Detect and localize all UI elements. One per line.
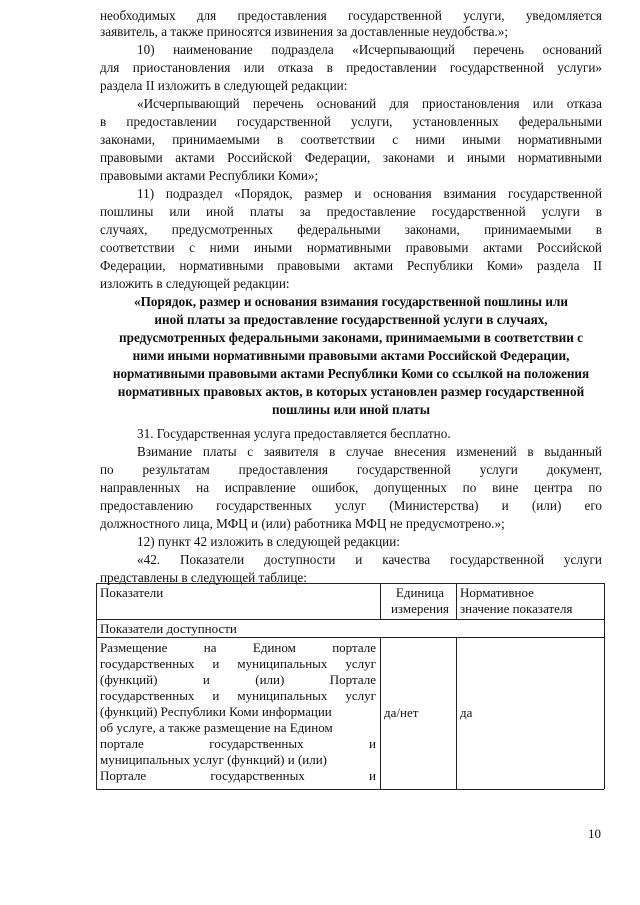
indicator-line: муниципальных услуг (функций) и (или) (100, 752, 328, 767)
indicator-line: государственных и муниципальных услуг (100, 656, 376, 671)
table-border-left (96, 583, 97, 789)
indicator-line: государственных и муниципальных услуг (100, 688, 376, 703)
text-line: раздела II изложить в следующей редакции: (100, 78, 348, 93)
text-line: законами, принимаемыми в соответствии с ними иными нормативными (100, 132, 602, 147)
table-border-top (96, 583, 604, 584)
text-line: для приостановления или отказа в предоставлении государственной услуги» (100, 60, 602, 75)
indicator-line: Размещение на Едином портале (100, 640, 376, 655)
text-line: «42. Показатели доступности и качества государственной услуги (137, 552, 602, 567)
text-line: изложить в следующей редакции: (100, 276, 290, 291)
text-line: пошлины или иной платы (271, 402, 431, 417)
text-line: 11) подраздел «Порядок, размер и основания взимания государственной (137, 186, 602, 201)
table-border-bottom (96, 789, 604, 790)
text-line: по результатам предоставления государственной услуги документ, (100, 462, 602, 477)
indicator-line: (функций) и (или) Портале (100, 672, 376, 687)
text-line: ними иными нормативными правовыми актами Российской Федерации, (132, 348, 570, 363)
text-line: пошлины или иной платы за предоставление государственной услуги в (100, 204, 602, 219)
text-line: соответствии с ними иными нормативными правовыми актами Российской (100, 240, 602, 255)
table-header-divider (96, 619, 604, 620)
section-availability: Показатели доступности (100, 621, 237, 636)
text-line: в предоставлении государственной услуги, установленных федеральными (100, 114, 602, 129)
text-line: нормативными правовыми актами Республики Коми со ссылкой на положения (112, 366, 590, 381)
text-line: иной платы за предоставление государственной услуги в случаях, (154, 312, 548, 327)
header-unit-line1: Единица (395, 585, 445, 600)
indicator-line: Портале государственных и (100, 768, 376, 783)
indicator-line: об услуге, а также размещение на Едином (100, 720, 333, 735)
text-line: Взимание платы с заявителя в случае внесения изменений в выданный (137, 444, 602, 459)
text-line: «Порядок, размер и основания взимания государственной пошлины или (134, 294, 568, 309)
table-section-divider (96, 637, 604, 638)
header-norm-line2: значение показателя (460, 601, 573, 616)
table-col2-divider-header (380, 583, 381, 619)
text-line: направленных на исправление ошибок, допущенных по вине центра по (100, 480, 602, 495)
text-line: 12) пункт 42 изложить в следующей редакции: (137, 534, 400, 549)
table-col3-divider-header (456, 583, 457, 619)
text-line: 10) наименование подраздела «Исчерпывающий перечень оснований (137, 42, 602, 57)
indicator-line: портале государственных и (100, 736, 376, 751)
table-col3-divider-body (456, 637, 457, 789)
text-line: необходимых для предоставления государственной услуги, уведомляется (100, 8, 602, 23)
table-col2-divider-body (380, 637, 381, 789)
norm-value: да (460, 705, 473, 720)
table-border-right (604, 583, 605, 789)
text-line: заявитель, а также приносятся извинения за доставленные неудобства.»; (100, 24, 508, 39)
header-norm-line1: Нормативное (460, 585, 534, 600)
indicator-line: (функций) Республики Коми информации (100, 704, 332, 719)
text-line: представлены в следующей таблице: (100, 570, 307, 585)
indicators-table (96, 583, 604, 789)
header-unit-line2: измерения (390, 601, 450, 616)
header-indicators: Показатели (100, 585, 164, 600)
page-number: 10 (588, 826, 601, 841)
text-line: Федерации, нормативными правовыми актами Республики Коми» раздела II (100, 258, 602, 273)
text-line: нормативных правовых актов, в которых установлен размер государственной (117, 384, 585, 399)
text-line: предусмотренных федеральными законами, принимаемыми в соответствии с (119, 330, 583, 345)
text-line: 31. Государственная услуга предоставляется бесплатно. (137, 426, 451, 441)
unit-value: да/нет (384, 705, 419, 720)
text-line: правовыми актами Республики Коми»; (100, 168, 319, 183)
text-line: случаях, предусмотренных федеральными законами, принимаемыми в (100, 222, 602, 237)
text-line: правовыми актами Российской Федерации, законами и иными нормативными (100, 150, 602, 165)
text-line: «Исчерпывающий перечень оснований для приостановления или отказа (137, 96, 602, 111)
text-line: предоставлению государственных услуг (Министерства) и (или) его (100, 498, 602, 513)
text-line: должностного лица, МФЦ и (или) работника МФЦ не предусмотрено.»; (100, 516, 505, 531)
